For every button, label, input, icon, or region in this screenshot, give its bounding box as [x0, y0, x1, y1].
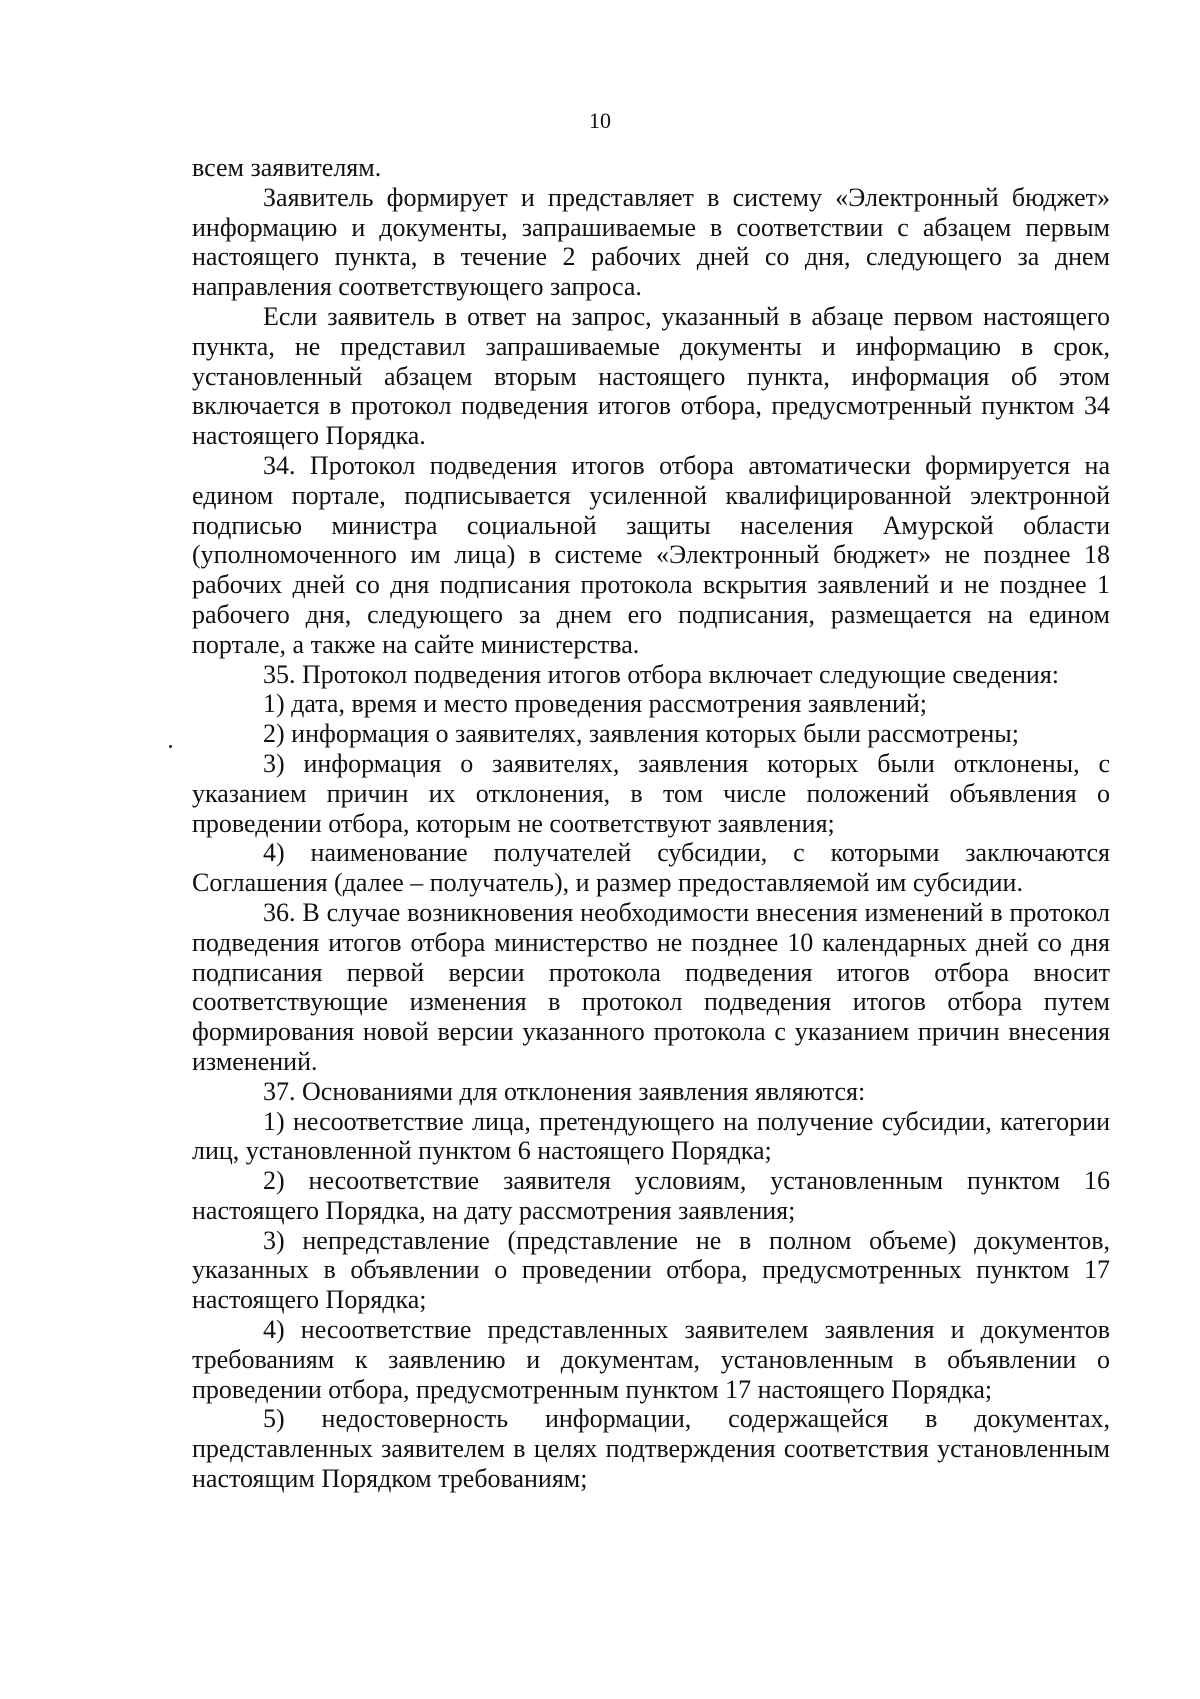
list-item-35-2: 2) информация о заявителях, заявления которых были рассмотрены;	[263, 719, 1019, 749]
scan-speck	[169, 745, 172, 748]
document-body	[192, 153, 1110, 1494]
paragraph-applicant-submission: Заявитель формирует и представляет в систему «Электронный бюджет» информацию и документы, запрашиваемые в соответствии с абзацем первым настоящего пункта, в течение 2 рабочих дней со дня, следующего за днем направления соответствующего запроса.	[192, 182, 1110, 302]
paragraph-item-35: 35. Протокол подведения итогов отбора включает следующие сведения:	[263, 659, 1059, 689]
list-item-37-1: 1) несоответствие лица, претендующего на получение субсидии, категории лиц, установленной пунктом 6 настоящего Порядка;	[192, 1106, 1110, 1166]
paragraph-item-34: 34. Протокол подведения итогов отбора автоматически формируется на едином портале, подписывается усиленной квалифицированной электронной подписью министра социальной защиты населения Амурской области (уполномоченного им лица) в системе «Электронный бюджет» не позднее 18 рабочих дней со дня подписания протокола вскрытия заявлений и не позднее 1 рабочего дня, следующего за днем его подписания, размещается на едином портале, а также на сайте министерства.	[192, 450, 1110, 659]
list-item-37-2: 2) несоответствие заявителя условиям, установленным пунктом 16 настоящего Порядка, на дату рассмотрения заявления;	[192, 1166, 1110, 1225]
list-item-35-4: 4) наименование получателей субсидии, с которыми заключаются Соглашения (далее – получатель), и размер предоставляемой им субсидии.	[192, 838, 1110, 898]
list-item-35-3: 3) информация о заявителях, заявления которых были отклонены, с указанием причин их отклонения, в том числе положений объявления о проведении отбора, которым не соответствуют заявления;	[192, 748, 1110, 838]
list-item-37-5: 5) недостоверность информации, содержащейся в документах, представленных заявителем в целях подтверждения соответствия установленным настоящим Порядком требованиям;	[192, 1404, 1110, 1494]
paragraph-item-36: 36. В случае возникновения необходимости внесения изменений в протокол подведения итогов отбора министерство не позднее 10 календарных дней со дня подписания первой версии протокола подведения итогов отбора вносит соответствующие изменения в протокол подведения итогов отбора путем формирования новой версии указанного протокола с указанием причин внесения изменений.	[192, 897, 1110, 1076]
list-item-35-1: 1) дата, время и место проведения рассмотрения заявлений;	[263, 689, 928, 719]
paragraph-item-37: 37. Основаниями для отклонения заявления являются:	[263, 1076, 866, 1106]
paragraph-continuation: всем заявителям.	[192, 153, 382, 182]
list-item-37-3: 3) непредставление (представление не в полном объеме) документов, указанных в объявлении о проведении отбора, предусмотренных пунктом 17 настоящего Порядка;	[192, 1225, 1110, 1315]
list-item-37-4: 4) несоответствие представленных заявителем заявления и документов требованиям к заявлению и документам, установленным в объявлении о проведении отбора, предусмотренным пунктом 17 настоящего Порядка;	[192, 1315, 1110, 1404]
page-number: 10	[589, 108, 611, 133]
paragraph-missed-deadline: Если заявитель в ответ на запрос, указанный в абзаце первом настоящего пункта, не представил запрашиваемые документы и информацию в срок, установленный абзацем вторым настоящего пункта, информация об этом включается в протокол подведения итогов отбора, предусмотренный пунктом 34 настоящего Порядка.	[192, 301, 1110, 451]
